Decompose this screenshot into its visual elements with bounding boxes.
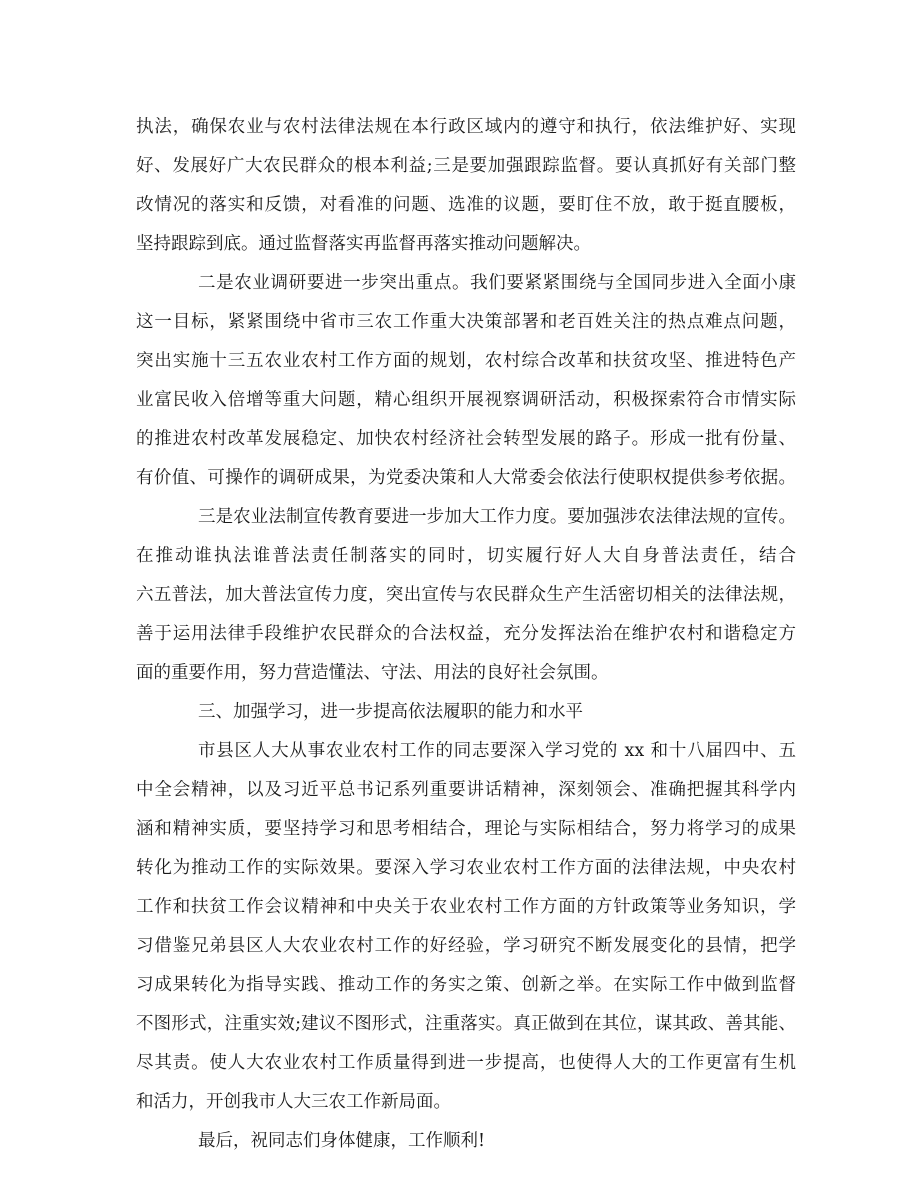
text-line: 习成果转化为指导实践、推动工作的务实之策、创新之举。在实际工作中做到监督 bbox=[136, 975, 796, 995]
text-line: 业富民收入倍增等重大问题，精心组织开展视察调研活动，积极探索符合市情实际 bbox=[136, 390, 796, 410]
text-line: 习借鉴兄弟县区人大农业农村工作的好经验，学习研究不断发展变化的县情，把学 bbox=[136, 936, 796, 956]
text-line: 的推进农村改革发展稳定、加快农村经济社会转型发展的路子。形成一批有份量、 bbox=[136, 429, 796, 449]
text-line: 这一目标，紧紧围绕中省市三农工作重大决策部署和老百姓关注的热点难点问题， bbox=[136, 312, 796, 332]
text-line: 面的重要作用，努力营造懂法、守法、用法的良好社会氛围。 bbox=[136, 663, 609, 683]
paragraph-first-line: 三是农业法制宣传教育要进一步加大工作力度。要加强涉农法律法规的宣传。 bbox=[198, 507, 796, 527]
text-line: 有价值、可操作的调研成果，为党委决策和人大常委会依法行使职权提供参考依据。 bbox=[136, 468, 796, 488]
text-line: 坚持跟踪到底。通过监督落实再监督再落实推动问题解决。 bbox=[136, 234, 591, 254]
section-heading: 三、加强学习，进一步提高依法履职的能力和水平 bbox=[198, 702, 583, 722]
text-line: 和活力，开创我市人大三农工作新局面。 bbox=[136, 1092, 451, 1112]
text-line: 执法，确保农业与农村法律法规在本行政区域内的遵守和执行，依法维护好、实现 bbox=[136, 117, 796, 137]
document-body bbox=[136, 108, 796, 1161]
text-line: 不图形式，注重实效;建议不图形式，注重落实。真正做到在其位，谋其政、善其能、 bbox=[136, 1014, 796, 1034]
paragraph-first-line: 二是农业调研要进一步突出重点。我们要紧紧围绕与全国同步进入全面小康 bbox=[198, 273, 796, 293]
text-line: 善于运用法律手段维护农民群众的合法权益，充分发挥法治在维护农村和谐稳定方 bbox=[136, 624, 796, 644]
text-line: 转化为推动工作的实际效果。要深入学习农业农村工作方面的法律法规，中央农村 bbox=[136, 858, 796, 878]
closing-line: 最后，祝同志们身体健康，工作顺利! bbox=[198, 1131, 486, 1151]
text-line: 涵和精神实质，要坚持学习和思考相结合，理论与实际相结合，努力将学习的成果 bbox=[136, 819, 796, 839]
text-line: 突出实施十三五农业农村工作方面的规划，农村综合改革和扶贫攻坚、推进特色产 bbox=[136, 351, 796, 371]
text-line: 在推动谁执法谁普法责任制落实的同时，切实履行好人大自身普法责任，结合 bbox=[136, 546, 796, 566]
text-line: 工作和扶贫工作会议精神和中央关于农业农村工作方面的方针政策等业务知识，学 bbox=[136, 897, 796, 917]
paragraph-first-line: 市县区人大从事农业农村工作的同志要深入学习党的 xx 和十八届四中、五 bbox=[198, 741, 796, 761]
text-line: 中全会精神，以及习近平总书记系列重要讲话精神，深刻领会、准确把握其科学内 bbox=[136, 780, 796, 800]
text-line: 改情况的落实和反馈，对看准的问题、选准的议题，要盯住不放，敢于挺直腰板， bbox=[136, 195, 796, 215]
text-line: 尽其责。使人大农业农村工作质量得到进一步提高，也使得人大的工作更富有生机 bbox=[136, 1053, 796, 1073]
text-line: 六五普法，加大普法宣传力度，突出宣传与农民群众生产生活密切相关的法律法规， bbox=[136, 585, 796, 605]
text-line: 好、发展好广大农民群众的根本利益;三是要加强跟踪监督。要认真抓好有关部门整 bbox=[136, 156, 796, 176]
